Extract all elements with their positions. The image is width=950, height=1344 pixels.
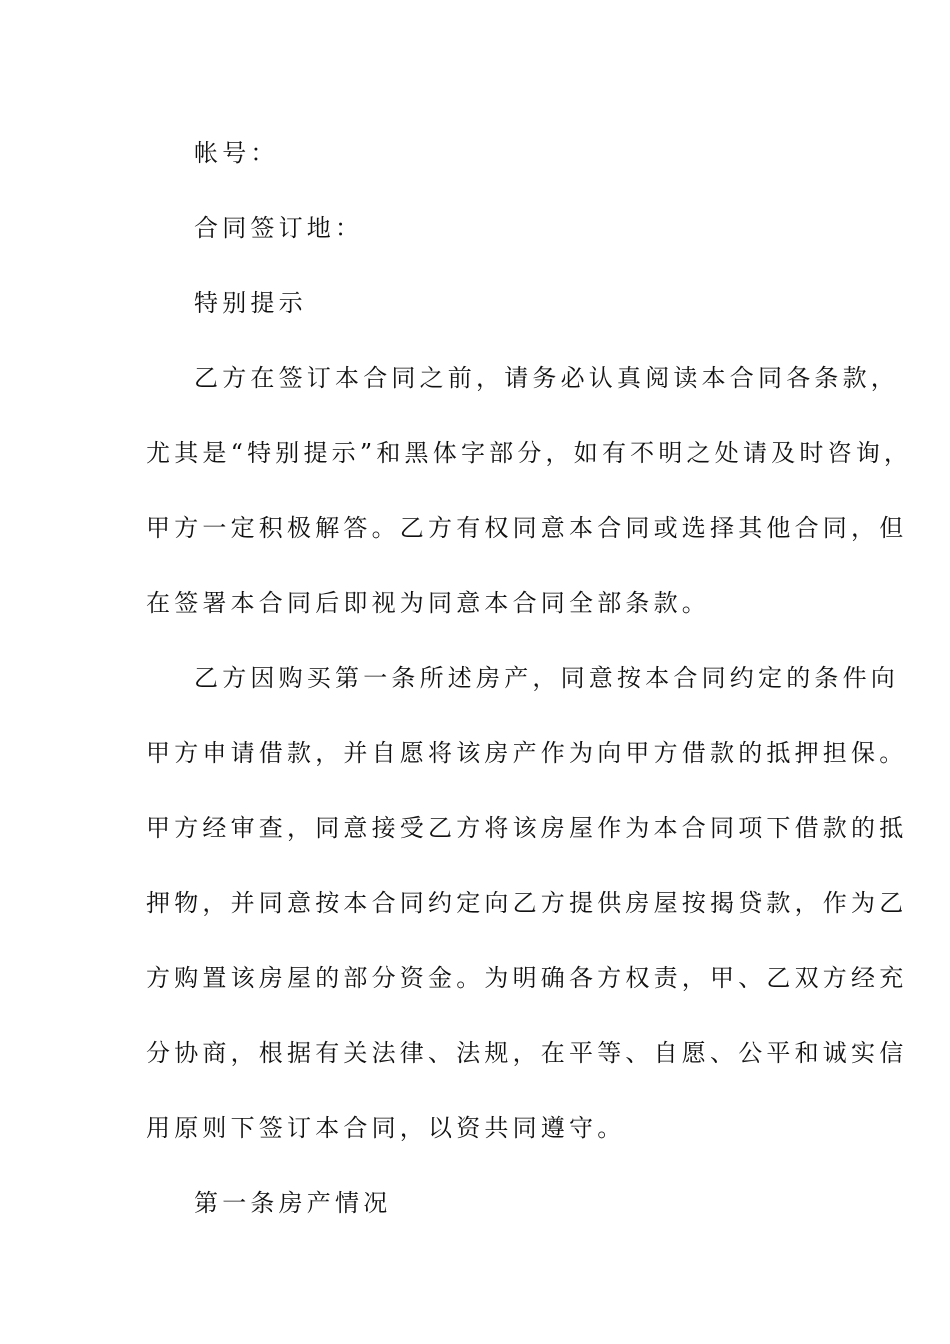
paragraph2-line4: 押物，并同意按本合同约定向乙方提供房屋按揭贷款，作为乙: [146, 889, 908, 917]
account-label: 帐号：: [194, 139, 279, 167]
paragraph2-line3: 甲方经审查，同意接受乙方将该房屋作为本合同项下借款的抵: [146, 814, 908, 842]
article1-heading: 第一条房产情况: [194, 1189, 392, 1217]
paragraph2-line2: 甲方申请借款，并自愿将该房产作为向甲方借款的抵押担保。: [146, 739, 908, 767]
paragraph2-line6: 分协商，根据有关法律、法规，在平等、自愿、公平和诚实信: [146, 1039, 908, 1067]
paragraph1-line4: 在签署本合同后即视为同意本合同全部条款。: [146, 589, 710, 617]
signing-place-label: 合同签订地：: [194, 214, 364, 242]
special-notice-heading: 特别提示: [194, 289, 307, 317]
paragraph2-line7: 用原则下签订本合同，以资共同遵守。: [146, 1114, 626, 1142]
paragraph1-line3: 甲方一定积极解答。乙方有权同意本合同或选择其他合同，但: [146, 514, 908, 542]
paragraph2-line5: 方购置该房屋的部分资金。为明确各方权责，甲、乙双方经充: [146, 964, 908, 992]
paragraph2-line1: 乙方因购买第一条所述房产，同意按本合同约定的条件向: [194, 664, 899, 692]
paragraph1-line1: 乙方在签订本合同之前，请务必认真阅读本合同各条款，: [194, 364, 899, 392]
paragraph1-line2: 尤其是“特别提示”和黑体字部分，如有不明之处请及时咨询，: [146, 439, 913, 467]
